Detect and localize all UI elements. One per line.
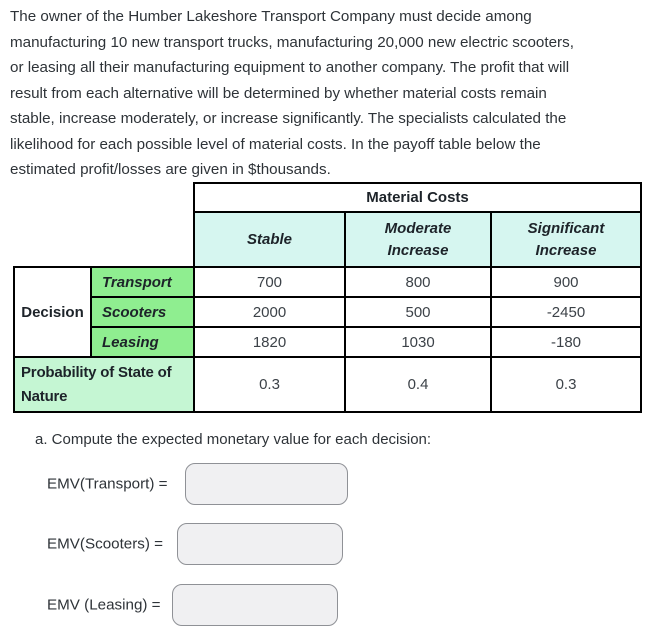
emv-transport-input[interactable]	[185, 463, 348, 505]
emv-transport-label: EMV(Transport) =	[47, 475, 168, 493]
col-header-significant-increase-label: Significant Increase	[527, 219, 605, 259]
payoff-scooters-moderate: 500	[345, 297, 491, 327]
table-row	[14, 297, 641, 327]
col-header-moderate-increase	[345, 212, 491, 267]
emv-scooters-row	[0, 523, 668, 565]
col-header-moderate-increase-label: Moderate Increase	[384, 219, 452, 259]
probability-stable: 0.3	[194, 357, 345, 412]
material-costs-header: Material Costs	[194, 183, 641, 212]
payoff-transport-significant: 900	[491, 267, 641, 297]
problem-statement-line: manufacturing 10 new transport trucks, manufacturing 20,000 new electric scooters,	[10, 33, 574, 51]
col-header-stable-label: Stable	[246, 230, 292, 248]
payoff-transport-moderate: 800	[345, 267, 491, 297]
payoff-leasing-moderate: 1030	[345, 327, 491, 357]
emv-scooters-input[interactable]	[177, 523, 343, 565]
row-label-scooters: Scooters	[91, 297, 194, 327]
payoff-table	[13, 182, 642, 413]
problem-statement-line: likelihood for each possible level of material costs. In the payoff table below the	[10, 135, 541, 153]
col-header-stable	[194, 212, 345, 267]
payoff-leasing-stable: 1820	[194, 327, 345, 357]
emv-transport-row	[0, 463, 668, 505]
payoff-scooters-significant: -2450	[491, 297, 641, 327]
payoff-leasing-significant: -180	[491, 327, 641, 357]
payoff-transport-stable: 700	[194, 267, 345, 297]
row-label-leasing: Leasing	[91, 327, 194, 357]
emv-scooters-label: EMV(Scooters) =	[47, 535, 164, 553]
emv-leasing-row	[0, 584, 668, 626]
emv-leasing-input[interactable]	[172, 584, 338, 626]
probability-row-label: Probability of State of Nature	[14, 357, 194, 412]
problem-statement-line: The owner of the Humber Lakeshore Transport Company must decide among	[10, 8, 532, 25]
col-header-significant-increase	[491, 212, 641, 267]
question-prompt: a. Compute the expected monetary value for each decision:	[35, 431, 432, 448]
table-row	[14, 267, 641, 297]
problem-statement-line: result from each alternative will be determined by whether material costs remain	[10, 84, 547, 102]
table-row	[14, 357, 641, 412]
problem-statement-line: stable, increase moderately, or increase significantly. The specialists calculated the	[10, 110, 567, 127]
row-label-transport: Transport	[91, 267, 194, 297]
probability-significant: 0.3	[491, 357, 641, 412]
payoff-scooters-stable: 2000	[194, 297, 345, 327]
decision-group-label: Decision	[14, 267, 91, 357]
probability-moderate: 0.4	[345, 357, 491, 412]
table-blank-corner	[14, 183, 194, 212]
emv-leasing-label: EMV (Leasing) =	[47, 596, 161, 614]
problem-statement-line: estimated profit/losses are given in $thousands.	[10, 161, 331, 178]
table-blank-corner	[14, 212, 194, 267]
problem-statement	[10, 4, 574, 183]
table-row	[14, 327, 641, 357]
problem-statement-line: or leasing all their manufacturing equipment to another company. The profit that will	[10, 59, 570, 76]
